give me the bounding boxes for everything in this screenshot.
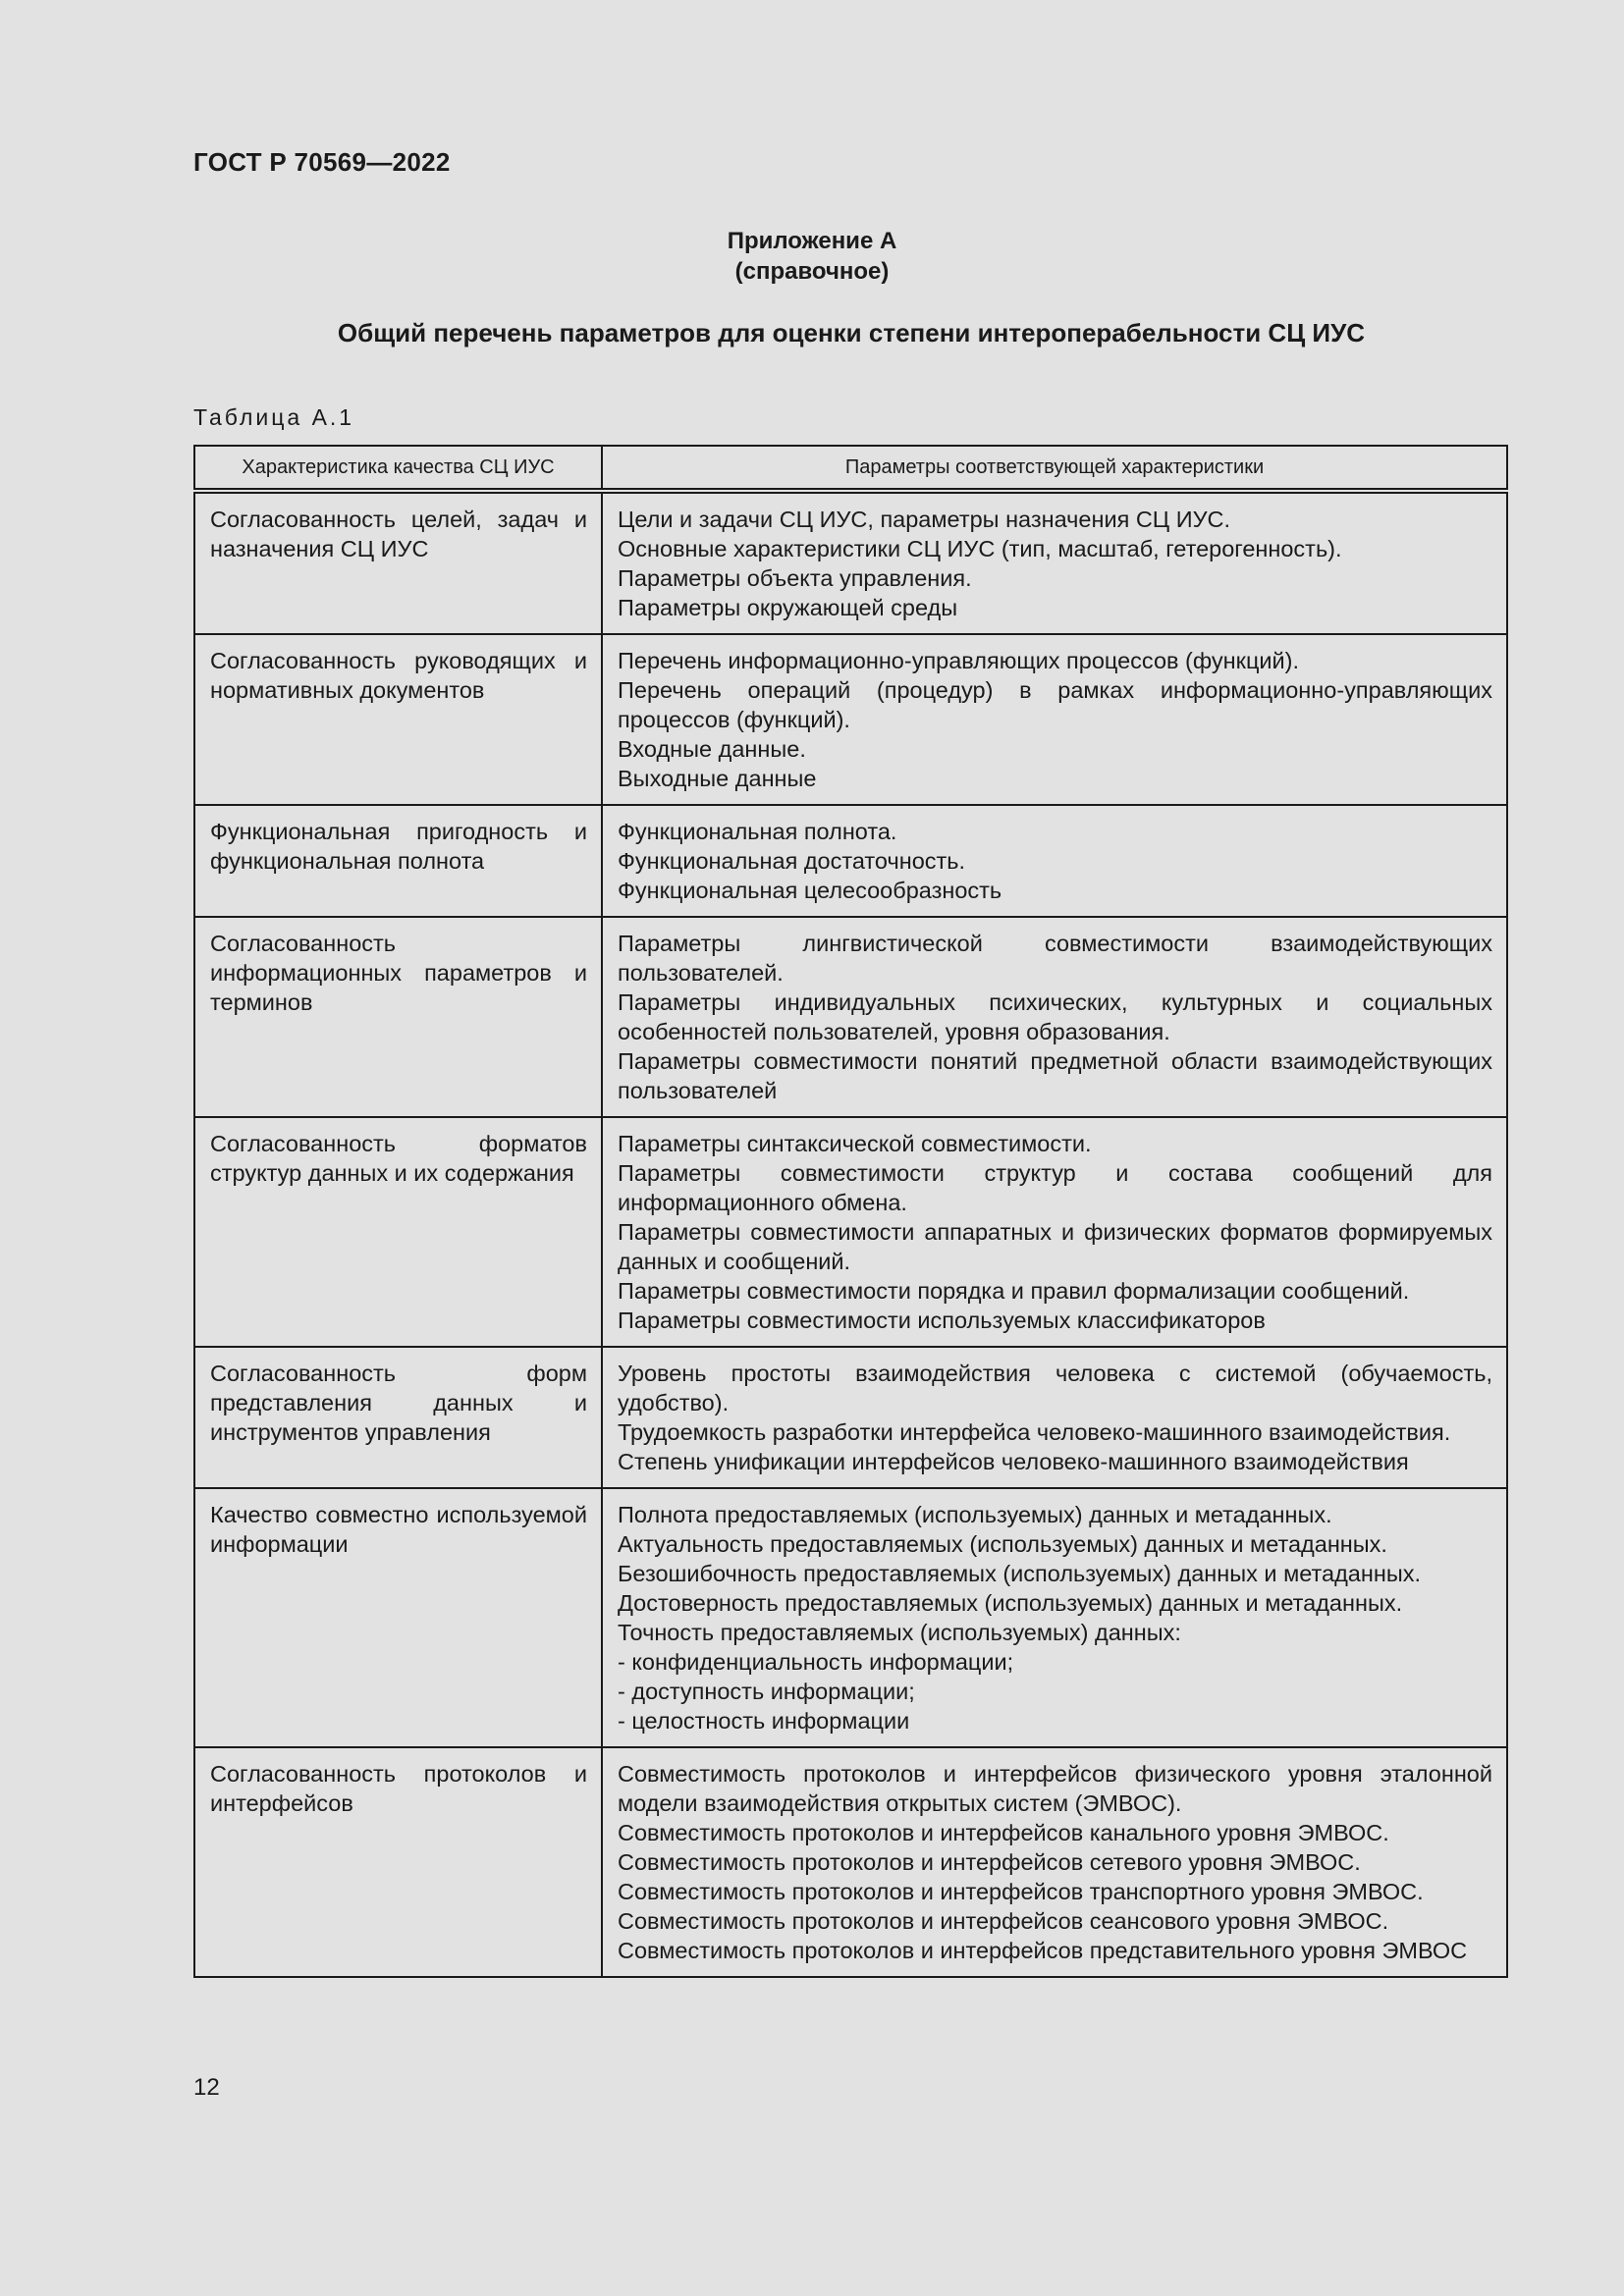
parameter-item: Параметры синтаксической совместимости. (618, 1131, 1092, 1156)
parameter-item: Функциональная достаточность. (618, 848, 966, 874)
document-code: ГОСТ Р 70569—2022 (193, 147, 451, 177)
parameter-item: Входные данные. (618, 736, 806, 762)
parameter-item: Выходные данные (618, 766, 817, 791)
parameter-item: Параметры совместимости структур и состава сообщений для информационного обмена. (618, 1160, 1492, 1215)
annex-heading: Общий перечень параметров для оценки степени интероперабельности СЦ ИУС (337, 318, 1366, 347)
parameter-item: - целостность информации (618, 1708, 910, 1734)
annex-header (0, 226, 1624, 287)
table-row (194, 917, 1507, 1117)
characteristic-cell: Согласованность форм представления данных и инструментов управления (194, 1347, 602, 1488)
parameter-item: Параметры совместимости используемых классификаторов (618, 1308, 1266, 1333)
parameters-cell (602, 805, 1507, 917)
parameters-cell (602, 1488, 1507, 1747)
parameters-cell (602, 634, 1507, 805)
parameter-item: Параметры индивидуальных психических, культурных и социальных особенностей пользователей, уровня образования. (618, 989, 1492, 1044)
table-row (194, 1347, 1507, 1488)
characteristic-cell: Функциональная пригодность и функциональная полнота (194, 805, 602, 917)
annex-title: Приложение А (727, 228, 897, 254)
parameter-item: Параметры совместимости порядка и правил формализации сообщений. (618, 1278, 1410, 1304)
parameter-item: - доступность информации; (618, 1679, 915, 1704)
characteristic-cell: Согласованность протоколов и интерфейсов (194, 1747, 602, 1977)
parameter-item: Трудоемкость разработки интерфейса человеко-машинного взаимодействия. (618, 1419, 1451, 1445)
parameter-item: Полнота предоставляемых (используемых) данных и метаданных. (618, 1502, 1332, 1527)
table-row (194, 634, 1507, 805)
parameter-item: Уровень простоты взаимодействия человека с системой (обучаемость, удобство). (618, 1361, 1492, 1415)
table-row (194, 1117, 1507, 1347)
parameter-item: Совместимость протоколов и интерфейсов канального уровня ЭМВОС. (618, 1820, 1389, 1845)
parameter-item: Перечень операций (процедур) в рамках информационно-управляющих процессов (функций). (618, 677, 1492, 732)
parameter-item: Точность предоставляемых (используемых) данных: (618, 1620, 1181, 1645)
parameters-cell (602, 1347, 1507, 1488)
parameters-cell (602, 1117, 1507, 1347)
table-row (194, 805, 1507, 917)
table-header-row (194, 446, 1507, 491)
parameter-item: Совместимость протоколов и интерфейсов сетевого уровня ЭМВОС. (618, 1849, 1361, 1875)
column-header-parameters: Параметры соответствующей характеристики (602, 446, 1507, 491)
parameter-item: Совместимость протоколов и интерфейсов транспортного уровня ЭМВОС. (618, 1879, 1424, 1904)
table-label: Таблица А.1 (193, 404, 355, 430)
parameters-cell (602, 491, 1507, 634)
parameter-item: Параметры окружающей среды (618, 595, 958, 620)
parameters-cell (602, 917, 1507, 1117)
parameter-item: Основные характеристики СЦ ИУС (тип, масштаб, гетерогенность). (618, 536, 1342, 561)
parameter-item: Совместимость протоколов и интерфейсов физического уровня эталонной модели взаимодействия открытых систем (ЭМВОС). (618, 1761, 1492, 1816)
characteristic-cell: Согласованность информационных параметров и терминов (194, 917, 602, 1117)
parameter-item: Перечень информационно-управляющих процессов (функций). (618, 648, 1300, 673)
parameter-item: Степень унификации интерфейсов человеко-машинного взаимодействия (618, 1449, 1409, 1474)
parameter-item: Параметры совместимости аппаратных и физических форматов формируемых данных и сообщений. (618, 1219, 1492, 1274)
parameters-cell (602, 1747, 1507, 1977)
characteristic-cell: Качество совместно используемой информации (194, 1488, 602, 1747)
parameter-item: Параметры лингвистической совместимости взаимодействующих пользователей. (618, 931, 1492, 986)
parameter-item: Параметры совместимости понятий предметной области взаимодействующих пользователей (618, 1048, 1492, 1103)
parameter-item: - конфиденциальность информации; (618, 1649, 1014, 1675)
parameter-item: Параметры объекта управления. (618, 565, 972, 591)
parameter-item: Актуальность предоставляемых (используемых) данных и метаданных. (618, 1531, 1387, 1557)
column-header-characteristic: Характеристика качества СЦ ИУС (194, 446, 602, 491)
table-row (194, 491, 1507, 634)
annex-subtitle: (справочное) (734, 258, 890, 285)
parameter-item: Совместимость протоколов и интерфейсов представительного уровня ЭМВОС (618, 1938, 1468, 1963)
parameter-item: Достоверность предоставляемых (используемых) данных и метаданных. (618, 1590, 1403, 1616)
parameter-item: Функциональная целесообразность (618, 878, 1002, 903)
parameter-item: Совместимость протоколов и интерфейсов сеансового уровня ЭМВОС. (618, 1908, 1389, 1934)
table-row (194, 1747, 1507, 1977)
characteristic-cell: Согласованность целей, задач и назначения СЦ ИУС (194, 491, 602, 634)
parameter-item: Безошибочность предоставляемых (используемых) данных и метаданных. (618, 1561, 1421, 1586)
table-row (194, 1488, 1507, 1747)
parameter-item: Цели и задачи СЦ ИУС, параметры назначения СЦ ИУС. (618, 507, 1231, 532)
page-number: 12 (193, 2074, 220, 2101)
parameters-table (193, 445, 1508, 1978)
characteristic-cell: Согласованность руководящих и нормативных документов (194, 634, 602, 805)
characteristic-cell: Согласованность форматов структур данных и их содержания (194, 1117, 602, 1347)
parameter-item: Функциональная полнота. (618, 819, 897, 844)
table-body (194, 491, 1507, 1977)
